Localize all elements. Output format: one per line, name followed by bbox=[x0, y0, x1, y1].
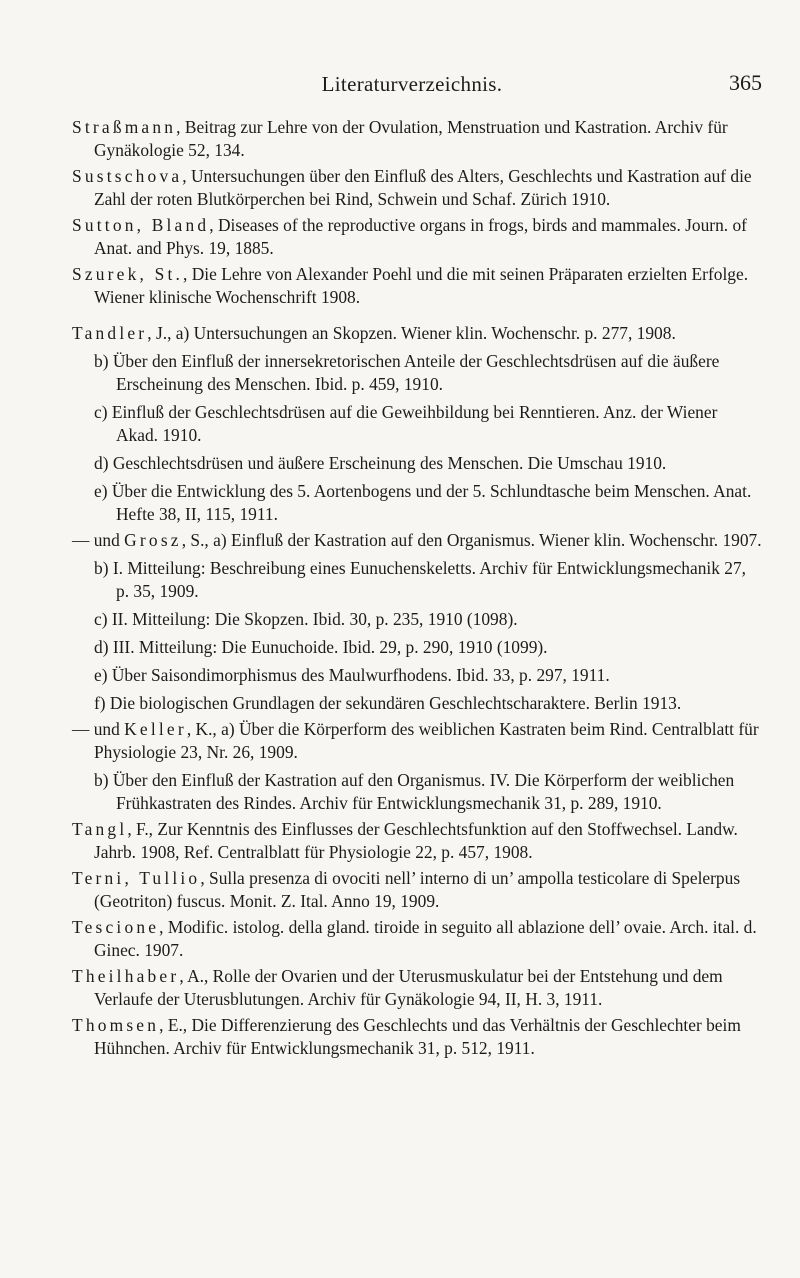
bibliography-entry bbox=[72, 529, 762, 552]
bibliography-entry bbox=[72, 916, 762, 962]
page-number: 365 bbox=[729, 70, 762, 95]
entry-text: , J., a) Untersuchungen an Skopzen. Wiener klin. Wochenschr. p. 277, 1908. bbox=[147, 323, 676, 343]
entry-text: , Beitrag zur Lehre von der Ovulation, Menstruation und Kastration. Archiv für Gynäkologie 52, 134. bbox=[94, 117, 728, 160]
bibliography-entry bbox=[72, 165, 762, 211]
entry-text: b) Über den Einfluß der innersekretorischen Anteile der Geschlechtsdrüsen auf die äußere Erscheinung des Menschen. Ibid. p. 459, 1910. bbox=[94, 351, 720, 394]
entry-text: b) Über den Einfluß der Kastration auf den Organismus. IV. Die Körperform der weiblichen Frühkastraten des Rindes. Archiv für Entwicklungsmechanik 31, p. 289, 1910. bbox=[94, 770, 735, 813]
entry-author: Szurek, St. bbox=[72, 264, 184, 284]
bibliography-subentry bbox=[72, 664, 762, 687]
bibliography-entry bbox=[72, 965, 762, 1011]
entry-text: e) Über die Entwicklung des 5. Aortenbogens und der 5. Schlundtasche beim Menschen. Anat. Hefte 38, II, 115, 1911. bbox=[94, 481, 752, 524]
entry-text: f) Die biologischen Grundlagen der sekundären Geschlechtscharaktere. Berlin 1913. bbox=[94, 693, 682, 713]
entry-author: Tangl bbox=[72, 819, 128, 839]
entry-text: , F., Zur Kenntnis des Einflusses der Geschlechtsfunktion auf den Stoffwechsel. Landw. Jahrb. 1908, Ref. Centralblatt für Physiologie 22, p. 457, 1908. bbox=[94, 819, 738, 862]
entry-text: , Die Lehre von Alexander Poehl und die mit seinen Präparaten erzielten Erfolge. Wiener klinische Wochenschrift 1908. bbox=[94, 264, 749, 307]
entry-text: , E., Die Differenzierung des Geschlechts und das Verhältnis der Geschlechter beim Hühnchen. Archiv für Entwicklungsmechanik 31, p. 512, 1911. bbox=[94, 1015, 741, 1058]
bibliography-entry bbox=[72, 214, 762, 260]
bibliography-subentry bbox=[72, 452, 762, 475]
bibliography-subentry bbox=[72, 401, 762, 447]
bibliography-entry bbox=[72, 718, 762, 764]
entry-prefix: — und bbox=[72, 719, 125, 739]
bibliography-subentry bbox=[72, 769, 762, 815]
entry-author: Tandler bbox=[72, 323, 148, 343]
bibliography-entry bbox=[72, 116, 762, 162]
entry-text: , K., a) Über die Körperform des weiblichen Kastraten beim Rind. Centralblatt für Physiologie 23, Nr. 26, 1909. bbox=[94, 719, 759, 762]
entry-prefix: — und bbox=[72, 530, 125, 550]
bibliography-entry bbox=[72, 818, 762, 864]
bibliography-subentry bbox=[72, 350, 762, 396]
entry-author: Grosz bbox=[124, 530, 182, 550]
entry-author: Sutton, Bland bbox=[72, 215, 210, 235]
entry-text: , Diseases of the reproductive organs in frogs, birds and mammales. Journ. of Anat. and Phys. 19, 1885. bbox=[94, 215, 747, 258]
entry-text: , Modific. istolog. della gland. tiroide in seguito all ablazione dell’ ovaie. Arch. ital. d. Ginec. 1907. bbox=[94, 917, 757, 960]
entry-text: , A., Rolle der Ovarien und der Uterusmuskulatur bei der Entstehung und dem Verlaufe der Uterusblutungen. Archiv für Gynäkologie 94, II, H. 3, 1911. bbox=[94, 966, 723, 1009]
bibliography-entry bbox=[72, 867, 762, 913]
entry-author: Thomsen bbox=[72, 1015, 160, 1035]
bibliography-subentry bbox=[72, 636, 762, 659]
bibliography-subentry bbox=[72, 692, 762, 715]
entry-text: c) Einfluß der Geschlechtsdrüsen auf die Geweihbildung bei Renntieren. Anz. der Wiener Akad. 1910. bbox=[94, 402, 718, 445]
entry-author: Sustschova bbox=[72, 166, 183, 186]
running-title: Literaturverzeichnis. bbox=[321, 72, 503, 96]
bibliography-entry bbox=[72, 322, 762, 345]
entry-text: d) III. Mitteilung: Die Eunuchoide. Ibid. 29, p. 290, 1910 (1099). bbox=[94, 637, 548, 657]
entry-author: Keller bbox=[124, 719, 187, 739]
page-header bbox=[62, 72, 762, 102]
entry-text: d) Geschlechtsdrüsen und äußere Erscheinung des Menschen. Die Umschau 1910. bbox=[94, 453, 667, 473]
bibliography-entry bbox=[72, 263, 762, 309]
entry-author: Tescione bbox=[72, 917, 160, 937]
entry-author: Theilhaber bbox=[72, 966, 180, 986]
entry-text: , Sulla presenza di ovociti nell’ interno di un’ ampolla testicolare di Spelerpus (Geotriton) fuscus. Monit. Z. Ital. Anno 19, 1909. bbox=[94, 868, 741, 911]
entry-text: b) I. Mitteilung: Beschreibung eines Eunuchenskeletts. Archiv für Entwicklungsmechanik 27, p. 35, 1909. bbox=[94, 558, 747, 601]
entry-text: , S., a) Einfluß der Kastration auf den Organismus. Wiener klin. Wochenschr. 1907. bbox=[181, 530, 762, 550]
bibliography-subentry bbox=[72, 480, 762, 526]
bibliography-entry bbox=[72, 1014, 762, 1060]
bibliography-list bbox=[72, 116, 762, 1060]
entry-text: c) II. Mitteilung: Die Skopzen. Ibid. 30, p. 235, 1910 (1098). bbox=[94, 609, 518, 629]
bibliography-subentry bbox=[72, 608, 762, 631]
entry-text: e) Über Saisondimorphismus des Maulwurfhodens. Ibid. 33, p. 297, 1911. bbox=[94, 665, 610, 685]
entry-text: , Untersuchungen über den Einfluß des Alters, Geschlechts und Kastration auf die Zahl der roten Blutkörperchen bei Rind, Schwein und Schaf. Zürich 1910. bbox=[94, 166, 752, 209]
entry-author: Straßmann bbox=[72, 117, 177, 137]
bibliography-subentry bbox=[72, 557, 762, 603]
entry-author: Terni, Tullio bbox=[72, 868, 201, 888]
